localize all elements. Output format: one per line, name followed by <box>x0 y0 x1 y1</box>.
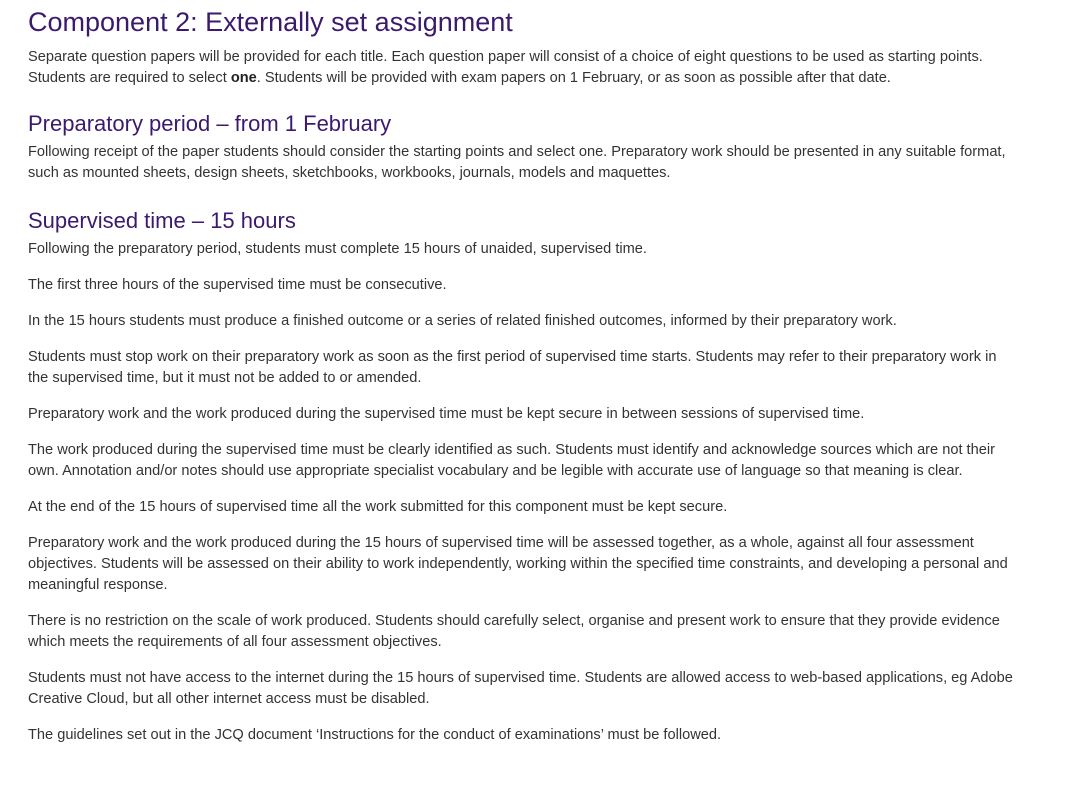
supervised-paragraph: Following the preparatory period, students must complete 15 hours of unaided, supervised time. <box>28 241 647 257</box>
supervised-paragraph: At the end of the 15 hours of supervised time all the work submitted for this component must be kept secure. <box>28 499 728 515</box>
intro-text-part1: Separate question papers will be provided for each title. Each question paper will consist of a choice of eight questions to be used as starting points. Students are required to select <box>28 49 983 86</box>
supervised-paragraph: Preparatory work and the work produced during the supervised time must be kept secure in between sessions of supervised time. <box>28 406 865 422</box>
supervised-paragraph: Students must stop work on their preparatory work as soon as the first period of supervised time starts. Students may refer to their preparatory work in the supervised time, but it must not be added to or amended. <box>28 349 997 386</box>
component-heading: Component 2: Externally set assignment <box>28 7 513 37</box>
supervised-paragraph: Preparatory work and the work produced during the 15 hours of supervised time will be assessed together, as a whole, against all four assessment objectives. Students will be assessed on their ability to work independently, working within the specified time constraints, and developing a personal and meaningful response. <box>28 535 1008 593</box>
supervised-paragraph: The first three hours of the supervised time must be consecutive. <box>28 277 447 293</box>
preparatory-heading: Preparatory period – from 1 February <box>28 111 392 136</box>
supervised-paragraph: Students must not have access to the internet during the 15 hours of supervised time. Students are allowed access to web-based applications, eg Adobe Creative Cloud, but all other internet access must be disabled. <box>28 670 1013 707</box>
supervised-paragraph: The guidelines set out in the JCQ document ‘Instructions for the conduct of examinations’ must be followed. <box>28 727 722 743</box>
supervised-paragraph: The work produced during the supervised time must be clearly identified as such. Students must identify and acknowledge sources which are not their own. Annotation and/or notes should use appropriate specialist vocabulary and be legible with accurate use of language so that meaning is clear. <box>28 442 995 479</box>
supervised-paragraph: There is no restriction on the scale of work produced. Students should carefully select, organise and present work to ensure that they provide evidence which meets the requirements of all four assessment objectives. <box>28 613 1000 650</box>
supervised-paragraph: In the 15 hours students must produce a finished outcome or a series of related finished outcomes, informed by their preparatory work. <box>28 313 897 329</box>
intro-emphasis: one <box>230 70 257 86</box>
preparatory-paragraph: Following receipt of the paper students should consider the starting points and select one. Preparatory work should be presented in any suitable format, such as mounted sheets, design sheets, sketchbooks, workbooks, journals, models and maquettes. <box>28 144 1006 181</box>
intro-text-part2: . Students will be provided with exam papers on 1 February, or as soon as possible after that date. <box>256 70 891 86</box>
document-content <box>28 4 1018 761</box>
supervised-heading: Supervised time – 15 hours <box>28 208 296 233</box>
intro-paragraph <box>28 47 1018 89</box>
